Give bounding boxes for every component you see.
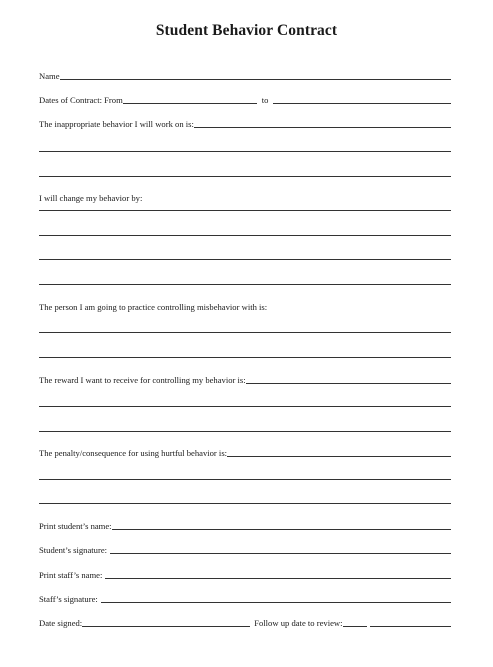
practice-person-row [39,300,451,312]
change-behavior-line[interactable] [39,284,451,285]
inappropriate-behavior-line[interactable] [39,176,451,177]
page-title: Student Behavior Contract [155,22,338,39]
date-from-field[interactable] [123,103,257,104]
staff-signature-label: Staff’s signature: [39,594,98,604]
reward-row [39,373,451,385]
change-behavior-line[interactable] [39,235,451,236]
student-name-label: Print student’s name: [39,521,112,531]
dates-to-label: to [261,95,269,105]
date-to-field[interactable] [273,103,451,104]
name-row [39,69,451,81]
penalty-field[interactable] [227,456,451,457]
date-signed-row [39,616,451,628]
change-behavior-line[interactable] [39,259,451,260]
penalty-line[interactable] [39,503,451,504]
staff-signature-row [39,592,451,604]
name-label: Name [39,71,60,81]
practice-person-line[interactable] [39,332,451,333]
change-behavior-line[interactable] [39,210,451,211]
staff-name-label: Print staff’s name: [39,570,103,580]
reward-line[interactable] [39,431,451,432]
follow-up-field-2[interactable] [370,626,451,627]
student-signature-label: Student’s signature: [39,545,108,555]
reward-field[interactable] [246,383,451,384]
practice-person-label: The person I am going to practice controlling misbehavior with is: [39,302,268,312]
staff-name-field[interactable] [105,578,451,579]
follow-up-field-1[interactable] [343,626,367,627]
dates-from-label: Dates of Contract: From [39,95,123,105]
inappropriate-behavior-line[interactable] [39,151,451,152]
student-name-field[interactable] [112,529,451,530]
penalty-label: The penalty/consequence for using hurtful behavior is: [39,448,228,458]
reward-line[interactable] [39,406,451,407]
dates-row [39,93,451,105]
date-signed-label: Date signed: [39,618,83,628]
inappropriate-behavior-field[interactable] [194,127,451,128]
staff-signature-field[interactable] [101,602,451,603]
name-field[interactable] [60,79,451,80]
inappropriate-behavior-label: The inappropriate behavior I will work on is: [39,119,194,129]
penalty-row [39,446,451,458]
change-behavior-row [39,191,451,203]
student-signature-field[interactable] [110,553,451,554]
practice-person-line[interactable] [39,357,451,358]
staff-name-row [39,568,451,580]
inappropriate-behavior-row [39,117,451,129]
date-signed-field[interactable] [82,626,250,627]
follow-up-label: Follow up date to review: [254,618,343,628]
student-signature-row [39,543,451,555]
change-behavior-label: I will change my behavior by: [39,193,143,203]
student-name-row [39,519,451,531]
penalty-line[interactable] [39,479,451,480]
reward-label: The reward I want to receive for controlling my behavior is: [39,375,246,385]
